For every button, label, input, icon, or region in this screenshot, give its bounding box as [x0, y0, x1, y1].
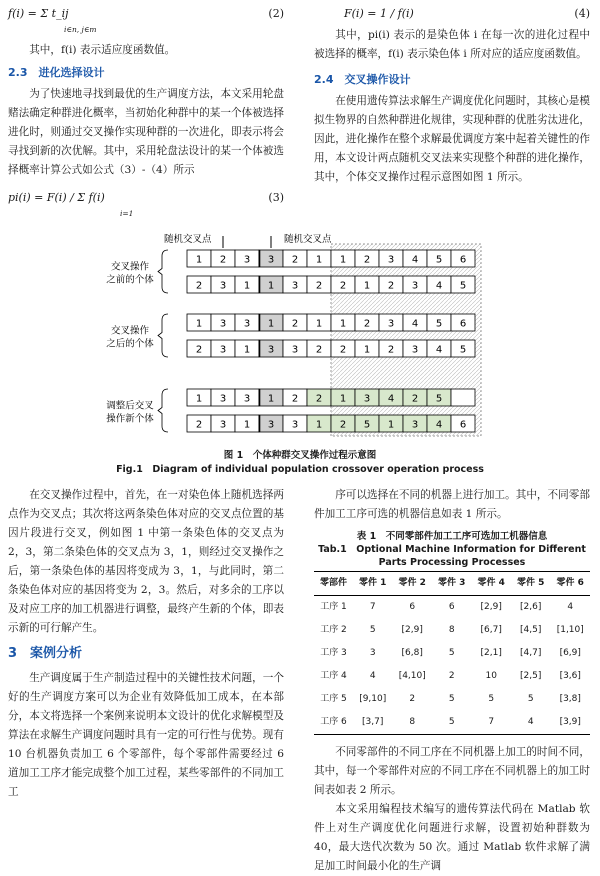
table-cell: [6,9]	[559, 648, 581, 658]
table-cell: [1,10]	[556, 625, 584, 635]
table-cell: 7	[369, 602, 376, 612]
gene-value: 2	[315, 393, 323, 405]
table-cell: 8	[409, 717, 416, 727]
table-title-cn: 表 1 不同零部件加工工序可选加工机器信息	[356, 531, 548, 542]
gene-value: 3	[387, 254, 395, 266]
gene-value: 1	[315, 254, 323, 266]
gene-cell	[451, 389, 475, 406]
paragraph: 本文采用编程技术编写的遗传算法代码在 Matlab 软件上对生产调度优化问题进行求解，设置初始种群数为 40，最大迭代次数为 50 次。通过 Matlab 软件求解了满足加工时间最小化的生产调	[314, 803, 590, 872]
table-cell: [2,6]	[520, 602, 542, 612]
left-column-top	[8, 4, 284, 223]
crossover-diagram	[100, 232, 520, 432]
gene-value: 4	[411, 254, 419, 266]
equation-2-number: (2)	[268, 7, 284, 20]
table-cell: 5	[448, 694, 455, 704]
table-cell: [2,1]	[480, 648, 502, 658]
gene-value: 4	[435, 280, 443, 292]
table-cell: 4	[567, 602, 574, 612]
table-cell: 2	[409, 694, 416, 704]
gene-value: 3	[411, 280, 419, 292]
table-cell: 工序 5	[320, 694, 347, 704]
group-label: 交叉操作	[110, 261, 150, 273]
left-column-bottom	[8, 486, 284, 802]
gene-value: 1	[267, 393, 275, 405]
equation-2-formula: f(i) = Σ t_ij	[8, 7, 69, 20]
table-cell: 工序 2	[320, 625, 347, 635]
gene-value: 2	[363, 254, 371, 266]
gene-value: 1	[339, 393, 347, 405]
table-title-en-line2: Parts Processing Processes	[378, 557, 526, 568]
gene-value: 3	[219, 419, 227, 431]
table-header-cell: 零部件	[319, 578, 347, 588]
gene-value: 1	[339, 254, 347, 266]
gene-value: 3	[219, 280, 227, 292]
equation-4	[314, 4, 590, 26]
gene-value: 1	[387, 419, 395, 431]
table-row	[314, 711, 590, 735]
gene-value: 3	[291, 419, 299, 431]
gene-value: 5	[459, 344, 467, 356]
figure-caption-en: Fig.1 Diagram of individual population crossover operation process	[116, 464, 484, 475]
table-cell: [3,9]	[559, 717, 581, 727]
gene-value: 2	[339, 419, 347, 431]
group-label: 交叉操作	[110, 325, 150, 337]
gene-value: 3	[291, 344, 299, 356]
equation-3-formula: pi(i) = F(i) / Σ f(i)	[8, 191, 105, 204]
table-cell: [4,5]	[520, 625, 542, 635]
gene-value: 5	[435, 318, 443, 330]
gene-value: 2	[195, 344, 203, 356]
gene-value: 1	[267, 318, 275, 330]
gene-value: 6	[459, 419, 467, 431]
gene-value: 1	[195, 393, 203, 405]
gene-value: 2	[195, 280, 203, 292]
table-cell: [6,7]	[480, 625, 502, 635]
gene-value: 6	[459, 254, 467, 266]
table-title-en: Tab.1 Optional Machine Information for Different	[318, 544, 586, 555]
crossover-point-label: 随机交叉点	[164, 234, 212, 245]
section-heading: 3 案例分析	[8, 646, 83, 661]
gene-value: 3	[387, 318, 395, 330]
table-header-cell: 零件 1	[359, 578, 387, 588]
gene-value: 1	[195, 318, 203, 330]
paragraph: 其中，pi(i) 表示的是染色体 i 在每一次的进化过程中被选择的概率，f(i) 表示染色体 i 所对应的适应度函数值。	[314, 29, 590, 60]
gene-value: 2	[291, 318, 299, 330]
gene-value: 6	[459, 318, 467, 330]
table-header-cell: 零件 6	[556, 578, 584, 588]
paragraph: 不同零部件的不同工序在不同机器上加工的时间不同，其中，每一个零部件对应的不同工序在不同机器上的加工时间表如表 2 所示。	[314, 746, 590, 796]
gene-value: 3	[243, 393, 251, 405]
paragraph: 在交叉操作过程中，首先，在一对染色体上随机选择两点作为交叉点；其次将这两条染色体对应的交叉点位置的基因片段进行交叉，例如图 1 中第一条染色体的交叉点为 2，3，第二条染色体的交叉点为 3，1，则经过交叉操作之后，第一条染色体的基因将变成为 3，1，与此同时，第二条染色体对应的基因将变为 2，3。然后，对多余的工序以及对应工序的加工机器进行调整，最终产生新的个体，即表示新的可行解产生。	[8, 489, 284, 634]
gene-value: 2	[411, 393, 419, 405]
gene-value: 4	[435, 344, 443, 356]
equation-3-number: (3)	[268, 191, 284, 204]
group-label: 操作新个体	[106, 413, 154, 425]
gene-value: 1	[315, 318, 323, 330]
paragraph: 其中，f(i) 表示适应度函数值。	[29, 44, 176, 56]
table-cell: 8	[448, 625, 455, 635]
right-column-bottom	[314, 486, 590, 876]
gene-value: 3	[243, 318, 251, 330]
right-column-top	[314, 4, 590, 187]
gene-value: 3	[363, 393, 371, 405]
table-cell: [4,7]	[520, 648, 542, 658]
equation-4-number: (4)	[574, 7, 590, 20]
paragraph: 序可以选择在不同的机器上进行加工。其中，不同零部件加工工序可选的机器信息如表 1 所示。	[314, 489, 590, 520]
gene-value: 2	[315, 344, 323, 356]
table-cell: [2,5]	[520, 671, 542, 681]
table-cell: [3,6]	[559, 671, 581, 681]
table-cell: 5	[448, 648, 455, 658]
gene-value: 3	[219, 393, 227, 405]
table-row	[314, 642, 590, 665]
equation-2-subscript: i∈n, j∈m	[64, 25, 97, 34]
gene-value: 1	[267, 280, 275, 292]
gene-value: 3	[267, 344, 275, 356]
table-cell: [3,8]	[559, 694, 581, 704]
gene-value: 5	[459, 280, 467, 292]
equation-4-formula: F(i) = 1 / f(i)	[344, 7, 414, 20]
gene-value: 2	[339, 280, 347, 292]
table-row	[314, 688, 590, 711]
gene-value: 5	[435, 393, 443, 405]
group-bracket	[158, 250, 168, 293]
table-header-cell: 零件 5	[517, 578, 545, 588]
paragraph: 生产调度属于生产制造过程中的关键性技术问题，一个好的生产调度方案可以为企业有效降低加工成本，在本部分，本文将选择一个案例来说明本文设计的优化求解模型及算法在求解生产调度问题时具有一定的可行性与优势。现有 10 台机器负责加工 6 个零部件，每个零部件需要经过 6 道加工工序才能完成整个加工过程，某些零部件的不同加工工	[8, 672, 284, 798]
gene-value: 3	[411, 419, 419, 431]
table-cell: 6	[448, 602, 455, 612]
crossover-point-label: 随机交叉点	[284, 234, 332, 245]
table-row	[314, 596, 590, 620]
table-cell: 工序 4	[320, 671, 347, 681]
table-cell: [6,8]	[401, 648, 423, 658]
table-header-row	[314, 572, 590, 596]
section-heading: 2.4 交叉操作设计	[314, 73, 411, 86]
table-cell: 4	[527, 717, 534, 727]
table-cell: [3,7]	[362, 717, 384, 727]
machine-table	[314, 571, 590, 735]
table-header-cell: 零件 3	[438, 578, 466, 588]
gene-value: 2	[387, 280, 395, 292]
gene-value: 3	[219, 344, 227, 356]
paragraph: 在使用遗传算法求解生产调度优化问题时，其核心是模拟生物界的自然种群进化规律，实现种群的优胜劣汰进化，因此，进化操作在整个求解最优调度方案中起着关键性的作用，本文设计两点随机交叉法来实现整个种群的进化操作，其中，个体交叉操作过程示意图如图 1 所示。	[314, 95, 590, 183]
table-cell: 6	[409, 602, 416, 612]
table-header-cell: 零件 4	[477, 578, 505, 588]
gene-value: 5	[363, 419, 371, 431]
table-row	[314, 665, 590, 688]
table-cell: 7	[488, 717, 495, 727]
gene-value: 1	[339, 318, 347, 330]
table-cell: 10	[485, 671, 497, 681]
equation-3-subscript: i=1	[120, 209, 134, 218]
paragraph: 为了快速地寻找到最优的生产调度方法，本文采用轮盘赌法确定种群进化概率，当初始化种群中的某一个体被选择进化时，则通过交叉操作实现种群的一次进化，即表示将会寻找到新的次优解。其中，采用轮盘法设计的某一个体被选择概率计算公式如公式（3）-（4）所示	[8, 88, 284, 176]
gene-value: 1	[363, 344, 371, 356]
table-cell: [2,9]	[480, 602, 502, 612]
gene-value: 2	[387, 344, 395, 356]
table-body	[314, 596, 590, 735]
gene-value: 1	[243, 280, 251, 292]
gene-value: 3	[219, 318, 227, 330]
table-cell: 5	[488, 694, 495, 704]
gene-value: 1	[363, 280, 371, 292]
gene-value: 2	[291, 254, 299, 266]
gene-value: 1	[315, 419, 323, 431]
group-bracket	[158, 314, 168, 357]
figure-caption-cn: 图 1 个体种群交叉操作过程示意图	[223, 450, 377, 461]
gene-value: 4	[387, 393, 395, 405]
equation-3	[8, 188, 284, 210]
table-cell: [2,9]	[401, 625, 423, 635]
gene-value: 3	[243, 254, 251, 266]
table-row	[314, 619, 590, 642]
group-label: 之后的个体	[106, 338, 154, 350]
table-cell: 4	[369, 671, 376, 681]
equation-2	[8, 4, 284, 26]
gene-value: 4	[411, 318, 419, 330]
group-label: 调整后交叉	[106, 400, 154, 412]
gene-value: 1	[243, 419, 251, 431]
gene-value: 4	[435, 419, 443, 431]
gene-value: 5	[435, 254, 443, 266]
gene-value: 3	[267, 254, 275, 266]
gene-value: 3	[291, 280, 299, 292]
table-cell: 工序 6	[320, 717, 347, 727]
crossover-figure	[100, 232, 520, 450]
group-label: 之前的个体	[106, 274, 154, 286]
table-cell: 2	[448, 671, 455, 681]
gene-value: 2	[291, 393, 299, 405]
gene-value: 2	[315, 280, 323, 292]
table-cell: 5	[369, 625, 376, 635]
gene-value: 2	[219, 254, 227, 266]
table-cell: [4,10]	[398, 671, 426, 681]
table-header-cell: 零件 2	[398, 578, 426, 588]
gene-value: 3	[411, 344, 419, 356]
section-heading: 2.3 进化选择设计	[8, 66, 105, 79]
table-cell: 工序 1	[320, 602, 347, 612]
gene-value: 1	[243, 344, 251, 356]
table-cell: 5	[448, 717, 455, 727]
gene-value: 2	[339, 344, 347, 356]
table-cell: 工序 3	[320, 648, 347, 658]
gene-value: 2	[195, 419, 203, 431]
gene-value: 1	[195, 254, 203, 266]
table-cell: 3	[369, 648, 376, 658]
group-bracket	[158, 389, 168, 432]
table-cell: 5	[527, 694, 534, 704]
gene-value: 3	[267, 419, 275, 431]
gene-value: 2	[363, 318, 371, 330]
table-cell: [9,10]	[359, 694, 387, 704]
